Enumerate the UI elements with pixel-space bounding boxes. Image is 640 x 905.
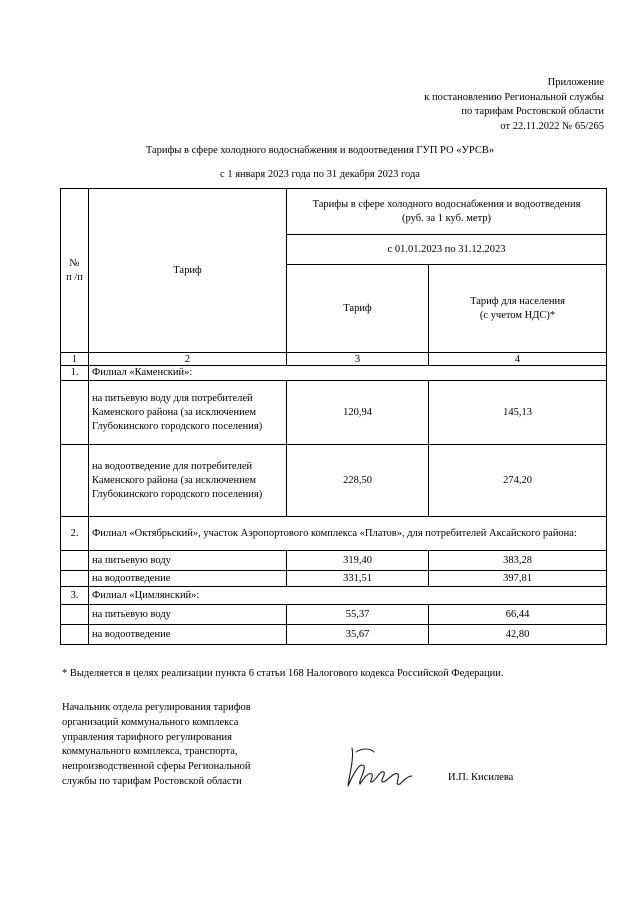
header-period: с 01.01.2023 по 31.12.2023 xyxy=(287,235,607,265)
document-title: Тарифы в сфере холодного водоснабжения и водоотведения ГУП РО «УРСВ» xyxy=(145,145,495,156)
row-population-tariff: 383,28 xyxy=(429,551,607,571)
position-line: коммунального комплекса, транспорта, xyxy=(62,746,238,758)
row-label: на водоотведение для потребителей Каменского района (за исключением Глубокинского городского поселения) xyxy=(89,445,287,517)
table-row xyxy=(61,551,607,571)
index-cell: 4 xyxy=(429,353,607,366)
row-tariff: 55,37 xyxy=(287,605,429,625)
position-line: управления тарифного регулирования xyxy=(62,731,232,743)
branch-number: 2. xyxy=(61,517,89,551)
row-population-tariff: 42,80 xyxy=(429,625,607,645)
row-tariff: 319,40 xyxy=(287,551,429,571)
signer-name: И.П. Кисилева xyxy=(448,772,514,783)
row-label: на питьевую воду для потребителей Каменского района (за исключением Глубокинского городского поселения) xyxy=(89,381,287,445)
row-label: на водоотведение xyxy=(89,625,287,645)
branch-name: Филиал «Октябрьский», участок Аэропортового комплекса «Платов», для потребителей Аксайского района: xyxy=(89,517,607,551)
table-row xyxy=(61,571,607,587)
header-tariff: Тариф xyxy=(89,189,287,353)
row-label: на питьевую воду xyxy=(89,605,287,625)
header-number: № п /п xyxy=(61,189,89,353)
branch-number: 1. xyxy=(61,366,89,381)
document-subtitle: с 1 января 2023 года по 31 декабря 2023 года xyxy=(220,169,420,180)
position-line: организаций коммунального комплекса xyxy=(62,716,239,728)
index-cell: 2 xyxy=(89,353,287,366)
appendix-line: от 22.11.2022 № 65/265 xyxy=(500,120,604,132)
appendix-line: Приложение xyxy=(547,77,604,88)
appendix-header xyxy=(424,76,604,134)
header-sub-population: Тариф для населения (с учетом НДС)* xyxy=(429,265,607,353)
row-tariff: 228,50 xyxy=(287,445,429,517)
table-row xyxy=(61,625,607,645)
tariff-table xyxy=(60,188,607,645)
index-row xyxy=(61,353,607,366)
row-tariff: 35,67 xyxy=(287,625,429,645)
appendix-line: к постановлению Региональной службы xyxy=(424,91,604,103)
header-group: Тарифы в сфере холодного водоснабжения и водоотведения (руб. за 1 куб. метр) xyxy=(287,189,607,235)
handwritten-signature xyxy=(344,742,414,792)
position-line: Начальник отдела регулирования тарифов xyxy=(62,702,251,713)
row-population-tariff: 145,13 xyxy=(429,381,607,445)
branch-name: Филиал «Каменский»: xyxy=(89,366,607,381)
row-label: на водоотведение xyxy=(89,571,287,587)
appendix-line: по тарифам Ростовской области xyxy=(461,106,604,118)
row-label: на питьевую воду xyxy=(89,551,287,571)
position-line: службы по тарифам Ростовской области xyxy=(62,775,242,787)
branch-row xyxy=(61,366,607,381)
row-tariff: 331,51 xyxy=(287,571,429,587)
branch-name: Филиал «Цимлянский»: xyxy=(89,587,607,605)
branch-number: 3. xyxy=(61,587,89,605)
index-cell: 1 xyxy=(61,353,89,366)
index-cell: 3 xyxy=(287,353,429,366)
branch-row xyxy=(61,587,607,605)
row-population-tariff: 397,81 xyxy=(429,571,607,587)
row-population-tariff: 274,20 xyxy=(429,445,607,517)
signatory-position xyxy=(62,701,251,790)
table-row xyxy=(61,605,607,625)
position-line: непроизводственной сферы Региональной xyxy=(62,761,251,773)
header-sub-tariff: Тариф xyxy=(287,265,429,353)
row-population-tariff: 66,44 xyxy=(429,605,607,625)
row-tariff: 120,94 xyxy=(287,381,429,445)
table-row xyxy=(61,381,607,445)
footnote: * Выделяется в целях реализации пункта 6 статьи 168 Налогового кодекса Российской Федерации. xyxy=(62,668,504,679)
table-row xyxy=(61,445,607,517)
branch-row xyxy=(61,517,607,551)
